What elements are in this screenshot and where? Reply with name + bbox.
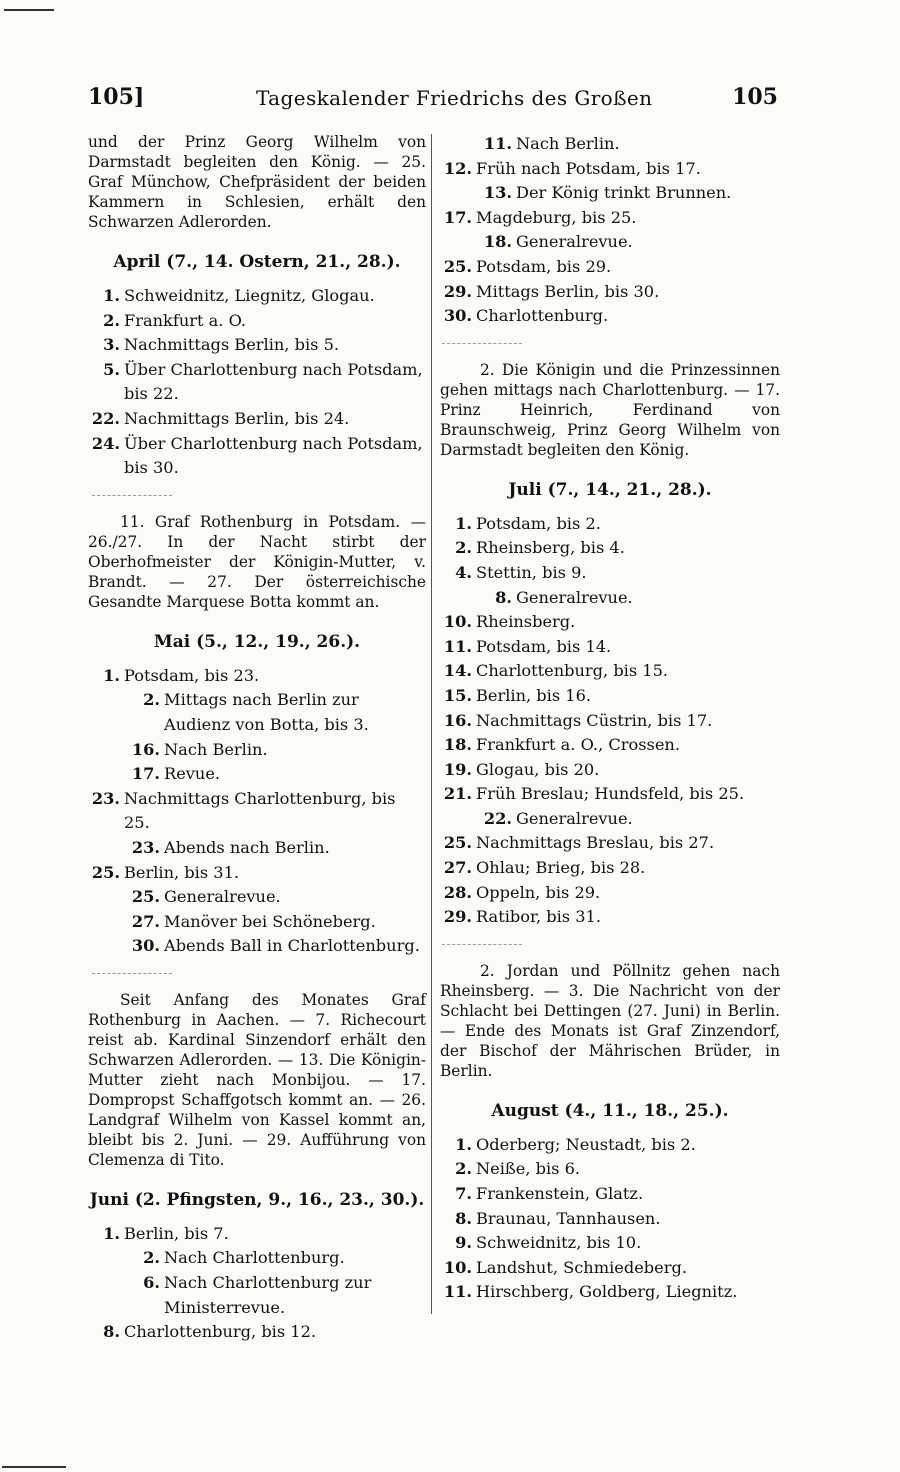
calendar-entry [88,1246,426,1271]
calendar-entry [88,688,426,737]
calendar-entry [440,280,780,305]
month-heading-juli: Juli (7., 14., 21., 28.). [508,479,712,500]
juli-note: 2. Jordan und Pöllnitz gehen nach Rheinsberg. — 3. Die Nachricht von der Schlacht bei Dettingen (27. Juni) in Berlin. — Ende des Monats ist Graf Zinzendorf, der Bischof der Mährischen Brüder, in Berlin. [440,961,780,1080]
entry-day-number: 25. [91,862,120,882]
left-column [88,132,426,1345]
entry-day-number: 8. [103,1322,120,1342]
juni-continued-entries [440,132,780,329]
entry-day-number: 24. [91,433,120,453]
entry-day-number: 15. [443,685,472,705]
entry-text: Ratibor, bis 31. [476,907,601,927]
entry-day-number: 30. [131,936,160,956]
entry-text: Frankfurt a. O., Crossen. [476,735,680,755]
calendar-entry [440,1157,780,1182]
entry-day-number: 2. [143,1248,160,1268]
entry-text: Über Charlottenburg nach Potsdam, bis 30. [124,433,423,478]
entry-text: Frankenstein, Glatz. [476,1184,644,1204]
april-entries [88,284,426,481]
juni-entries [88,1222,426,1345]
entry-text: Nachmittags Berlin, bis 24. [124,408,350,428]
entry-day-number: 25. [443,256,472,276]
bottom-rule [2,1466,66,1468]
calendar-entry [88,1320,426,1345]
entry-text: Generalrevue. [516,587,633,607]
entry-text: Revue. [164,764,221,784]
entry-day-number: 12. [443,158,472,178]
april-note: 11. Graf Rothenburg in Potsdam. — 26./27. In der Nacht stirbt der Oberhofmeister der Königin-Mutter, v. Brandt. — 27. Der österreichische Gesandte Marquese Botta kommt an. [88,512,426,611]
entry-day-number: 17. [443,207,472,227]
entry-day-number: 10. [443,1257,472,1277]
entry-text: Nach Charlottenburg. [164,1248,345,1268]
entry-day-number: 28. [443,882,472,902]
entry-day-number: 1. [103,286,120,305]
column-divider [431,134,432,1314]
mai-note: Seit Anfang des Monates Graf Rothenburg in Aachen. — 7. Richecourt reist ab. Kardinal Sinzendorf erhält den Schwarzen Adlerorden. — 13. Die Königin-Mutter zieht nach Monbijou. — 17. Dompropst Schaffgotsch kommt an. — 26. Landgraf Wilhelm von Kassel kommt an, bleibt bis 2. Juni. — 29. Aufführung von Clemenza di Tito. [88,990,426,1169]
entry-text: Rheinsberg. [476,612,576,632]
calendar-entry [440,132,780,157]
entry-day-number: 6. [143,1273,160,1293]
calendar-entry [440,230,780,255]
section-separator [442,343,522,344]
calendar-entry [88,664,426,689]
entry-day-number: 1. [103,665,120,685]
entry-text: Nach Berlin. [516,134,620,153]
calendar-entry [440,1133,780,1158]
page-number-left: 105] [88,84,145,110]
entry-day-number: 22. [483,808,512,828]
calendar-entry [440,536,780,561]
calendar-entry [88,885,426,910]
entry-day-number: 29. [443,281,472,301]
calendar-entry [440,206,780,231]
juli-entries [440,512,780,930]
entry-day-number: 13. [483,183,512,203]
calendar-entry [88,861,426,886]
entry-day-number: 1. [455,513,472,533]
entry-day-number: 5. [103,359,120,379]
entry-text: Potsdam, bis 29. [476,256,612,276]
entry-text: Berlin, bis 31. [124,862,240,882]
calendar-entry [440,881,780,906]
calendar-entry [440,561,780,586]
calendar-entry [88,762,426,787]
entry-text: Mittags Berlin, bis 30. [476,281,660,301]
entry-day-number: 2. [143,690,160,710]
calendar-entry [440,304,780,329]
entry-text: Braunau, Tannhausen. [476,1208,661,1228]
entry-day-number: 8. [455,1208,472,1228]
entry-day-number: 2. [455,538,472,558]
calendar-entry [88,333,426,358]
calendar-entry [440,1280,780,1305]
calendar-entry [440,733,780,758]
entry-text: Generalrevue. [516,808,633,828]
calendar-entry [88,1222,426,1247]
entry-text: Charlottenburg, bis 12. [124,1322,317,1342]
entry-text: Berlin, bis 16. [476,685,592,705]
entry-day-number: 1. [103,1223,120,1243]
calendar-entry [440,782,780,807]
entry-text: Früh Breslau; Hundsfeld, bis 25. [476,784,745,804]
entry-day-number: 23. [131,837,160,857]
section-separator [92,495,172,496]
calendar-entry [440,255,780,280]
entry-text: Neiße, bis 6. [476,1159,581,1179]
entry-day-number: 10. [443,612,472,632]
entry-text: Nach Charlottenburg zur Ministerrevue. [164,1273,372,1317]
calendar-entry [440,512,780,537]
calendar-entry [440,181,780,206]
entry-day-number: 11. [443,636,472,656]
corner-rule [4,9,54,11]
calendar-entry [88,787,426,836]
entry-day-number: 16. [131,739,160,759]
calendar-entry [440,635,780,660]
calendar-entry [440,758,780,783]
entry-day-number: 18. [443,735,472,755]
entry-text: Abends Ball in Charlottenburg. [164,936,420,956]
mai-entries [88,664,426,959]
entry-day-number: 2. [455,1159,472,1179]
month-heading-april: April (7., 14. Ostern, 21., 28.). [113,252,401,272]
entry-day-number: 19. [443,759,472,779]
entry-text: Manöver bei Schöneberg. [164,911,376,931]
calendar-entry [440,586,780,611]
entry-day-number: 11. [483,134,512,153]
intro-paragraph: und der Prinz Georg Wilhelm von Darmstadt begleiten den König. — 25. Graf Münchow, Chefpräsident der beiden Kammern in Schlesien, erhält den Schwarzen Adlerorden. [88,133,426,231]
calendar-entry [88,284,426,309]
right-column [440,132,780,1305]
month-heading-mai: Mai (5., 12., 19., 26.). [153,631,361,652]
entry-text: Nachmittags Charlottenburg, bis 25. [124,788,396,833]
section-separator [92,973,172,974]
entry-text: Glogau, bis 20. [476,759,600,779]
entry-text: Charlottenburg. [476,306,609,326]
calendar-entry [88,432,426,481]
entry-text: Generalrevue. [164,887,281,907]
calendar-entry [88,836,426,861]
entry-text: Stettin, bis 9. [476,562,587,582]
entry-day-number: 22. [91,408,120,428]
entry-day-number: 11. [443,1282,472,1302]
entry-day-number: 27. [131,911,160,931]
entry-text: Hirschberg, Goldberg, Liegnitz. [476,1282,738,1302]
calendar-entry [440,831,780,856]
entry-day-number: 16. [443,710,472,730]
entry-text: Frankfurt a. O. [124,310,247,330]
entry-text: Generalrevue. [516,232,633,252]
august-entries [440,1133,780,1305]
calendar-entry [440,1207,780,1232]
entry-day-number: 9. [455,1233,472,1253]
entry-day-number: 8. [495,587,512,607]
running-title: Tageskalender Friedrichs des Großen [256,86,653,110]
calendar-entry [440,807,780,832]
entry-text: Schweidnitz, bis 10. [476,1233,642,1253]
entry-text: Mittags nach Berlin zur Audienz von Botta, bis 3. [164,690,369,734]
entry-day-number: 7. [455,1184,472,1204]
entry-day-number: 4. [455,562,472,582]
entry-text: Abends nach Berlin. [164,837,330,857]
calendar-entry [88,910,426,935]
entry-text: Nach Berlin. [164,739,268,759]
entry-text: Potsdam, bis 14. [476,636,612,656]
entry-text: Potsdam, bis 23. [124,665,260,685]
calendar-entry [88,934,426,959]
calendar-entry [88,309,426,334]
page-number-right: 105 [732,84,778,110]
entry-day-number: 23. [91,788,120,808]
running-header [88,80,780,114]
month-heading-august: August (4., 11., 18., 25.). [491,1100,729,1121]
calendar-entry [440,157,780,182]
entry-text: Nachmittags Cüstrin, bis 17. [476,710,713,730]
calendar-entry [440,709,780,734]
calendar-entry [440,856,780,881]
calendar-entry [440,1256,780,1281]
entry-text: Landshut, Schmiedeberg. [476,1257,687,1277]
entry-text: Nachmittags Breslau, bis 27. [476,833,715,853]
entry-text: Früh nach Potsdam, bis 17. [476,158,701,178]
juni-note: 2. Die Königin und die Prinzessinnen gehen mittags nach Charlottenburg. — 17. Prinz Heinrich, Ferdinand von Braunschweig, Prinz Georg Wilhelm von Darmstadt begleiten den König. [440,360,780,459]
entry-day-number: 25. [131,887,160,907]
calendar-entry [440,1182,780,1207]
section-separator [442,944,522,945]
entry-text: Charlottenburg, bis 15. [476,661,669,681]
entry-day-number: 27. [443,858,472,878]
calendar-entry [88,1271,426,1320]
entry-day-number: 14. [443,661,472,681]
entry-day-number: 29. [443,907,472,927]
entry-day-number: 21. [443,784,472,804]
entry-text: Ohlau; Brieg, bis 28. [476,858,646,878]
calendar-entry [440,684,780,709]
entry-day-number: 2. [103,310,120,330]
month-heading-juni: Juni (2. Pfingsten, 9., 16., 23., 30.). [89,1189,425,1210]
entry-day-number: 3. [103,335,120,355]
entry-day-number: 18. [483,232,512,252]
entry-day-number: 25. [443,833,472,853]
entry-text: Oppeln, bis 29. [476,882,601,902]
entry-text: Potsdam, bis 2. [476,513,601,533]
entry-text: Berlin, bis 7. [124,1223,229,1243]
calendar-entry [440,905,780,930]
entry-day-number: 17. [131,764,160,784]
calendar-entry [440,659,780,684]
entry-day-number: 1. [455,1134,472,1154]
entry-text: Der König trinkt Brunnen. [516,183,732,203]
calendar-entry [88,738,426,763]
entry-text: Rheinsberg, bis 4. [476,538,625,558]
calendar-entry [440,1231,780,1256]
entry-text: Über Charlottenburg nach Potsdam, bis 22. [124,359,423,404]
calendar-entry [88,358,426,407]
entry-day-number: 30. [443,306,472,326]
entry-text: Magdeburg, bis 25. [476,207,637,227]
calendar-entry [88,407,426,432]
entry-text: Oderberg; Neustadt, bis 2. [476,1134,696,1154]
calendar-entry [440,610,780,635]
entry-text: Nachmittags Berlin, bis 5. [124,335,340,355]
entry-text: Schweidnitz, Liegnitz, Glogau. [124,286,375,305]
